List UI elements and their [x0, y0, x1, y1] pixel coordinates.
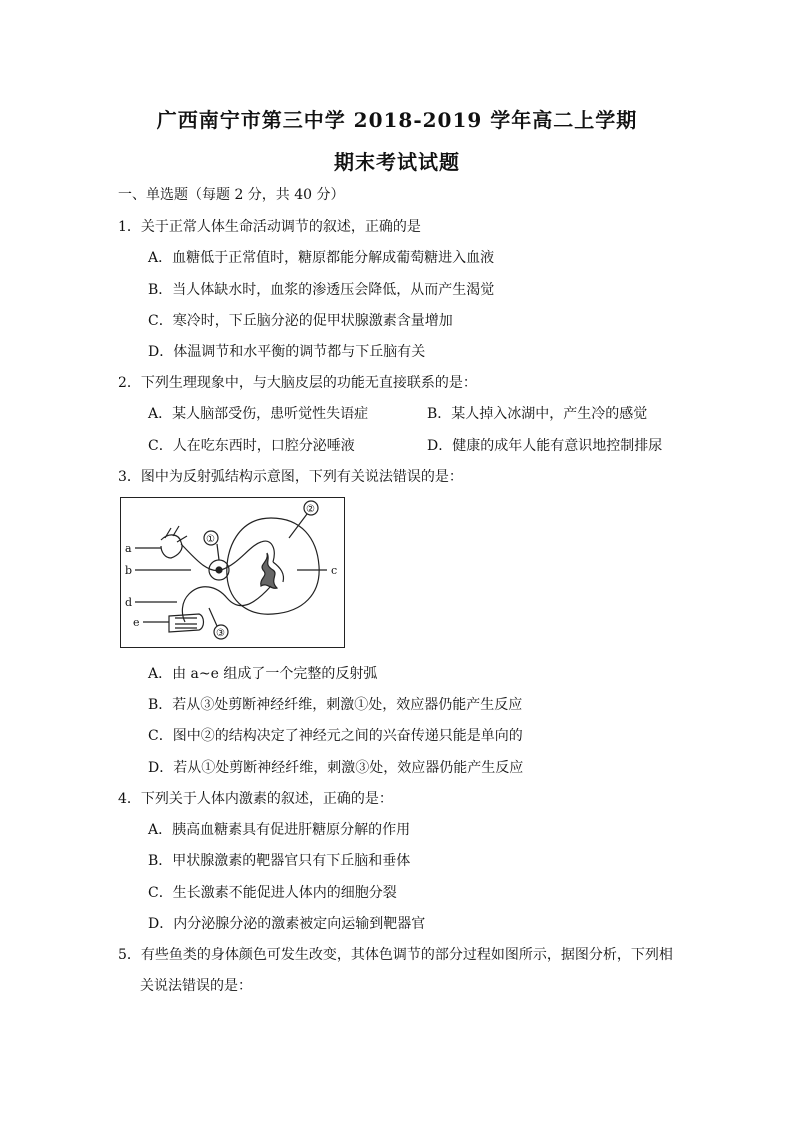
exam-title-line2: 期末考试试题	[334, 150, 460, 174]
question-4-option-d: D．内分泌腺分泌的激素被定向运输到靶器官	[148, 916, 426, 932]
question-4-option-c: C．生长激素不能促进人体内的细胞分裂	[148, 885, 397, 901]
section-heading: 一、单选题（每题 2 分，共 40 分）	[118, 187, 345, 203]
label-b: b	[125, 564, 133, 577]
question-4-option-a: A．胰高血糖素具有促进肝糖原分解的作用	[148, 822, 411, 838]
question-1-stem: 1．关于正常人体生命活动调节的叙述，正确的是	[118, 219, 421, 235]
label-c: c	[331, 564, 338, 577]
question-2-option-b: B．某人掉入冰湖中，产生冷的感觉	[427, 406, 648, 422]
question-3-option-c: C．图中②的结构决定了神经元之间的兴奋传递只能是单向的	[148, 728, 523, 744]
question-1-option-a: A．血糖低于正常值时，糖原都能分解成葡萄糖进入血液	[148, 250, 495, 266]
question-3-option-d: D．若从①处剪断神经纤维，刺激③处，效应器仍能产生反应	[148, 760, 524, 776]
question-5-stem: 5．有些鱼类的身体颜色可发生改变，其体色调节的部分过程如图所示，据图分析，下列相	[118, 947, 673, 963]
reflex-arc-diagram	[120, 497, 345, 648]
question-1-option-d: D．体温调节和水平衡的调节都与下丘脑有关	[148, 344, 426, 360]
spinal-cord-outline	[227, 518, 319, 614]
question-1-option-b: B．当人体缺水时，血浆的渗透压会降低，从而产生渴觉	[148, 282, 495, 298]
effector-muscle	[169, 614, 204, 632]
label-a: a	[125, 542, 132, 555]
label-n3: ③	[216, 628, 225, 639]
question-3-option-b: B．若从③处剪断神经纤维，刺激①处，效应器仍能产生反应	[148, 697, 523, 713]
gray-matter	[261, 553, 277, 588]
question-4-stem: 4．下列关于人体内激素的叙述，正确的是：	[118, 791, 393, 807]
exam-title-line1: 广西南宁市第三中学 2018-2019 学年高二上学期	[156, 108, 638, 132]
efferent-fiber	[182, 586, 271, 622]
label-n2: ②	[306, 504, 315, 515]
question-2-stem: 2．下列生理现象中，与大脑皮层的功能无直接联系的是：	[118, 375, 477, 391]
question-2-option-d: D．健康的成年人能有意识地控制排尿	[427, 438, 663, 454]
label-d: d	[125, 596, 133, 609]
question-3-option-a: A．由 a~e 组成了一个完整的反射弧	[148, 666, 378, 682]
label-n1: ①	[206, 534, 215, 545]
question-4-option-b: B．甲状腺激素的靶器官只有下丘脑和垂体	[148, 853, 411, 869]
question-2-option-a: A．某人脑部受伤，患听觉性失语症	[148, 406, 369, 422]
question-5-stem-continued: 关说法错误的是：	[140, 978, 252, 994]
label-e: e	[133, 616, 140, 629]
question-2-option-c: C．人在吃东西时，口腔分泌唾液	[148, 438, 355, 454]
receptor-skin	[161, 535, 182, 558]
question-3-stem: 3．图中为反射弧结构示意图，下列有关说法错误的是：	[118, 469, 463, 485]
question-1-option-c: C．寒冷时，下丘脑分泌的促甲状腺激素含量增加	[148, 313, 453, 329]
